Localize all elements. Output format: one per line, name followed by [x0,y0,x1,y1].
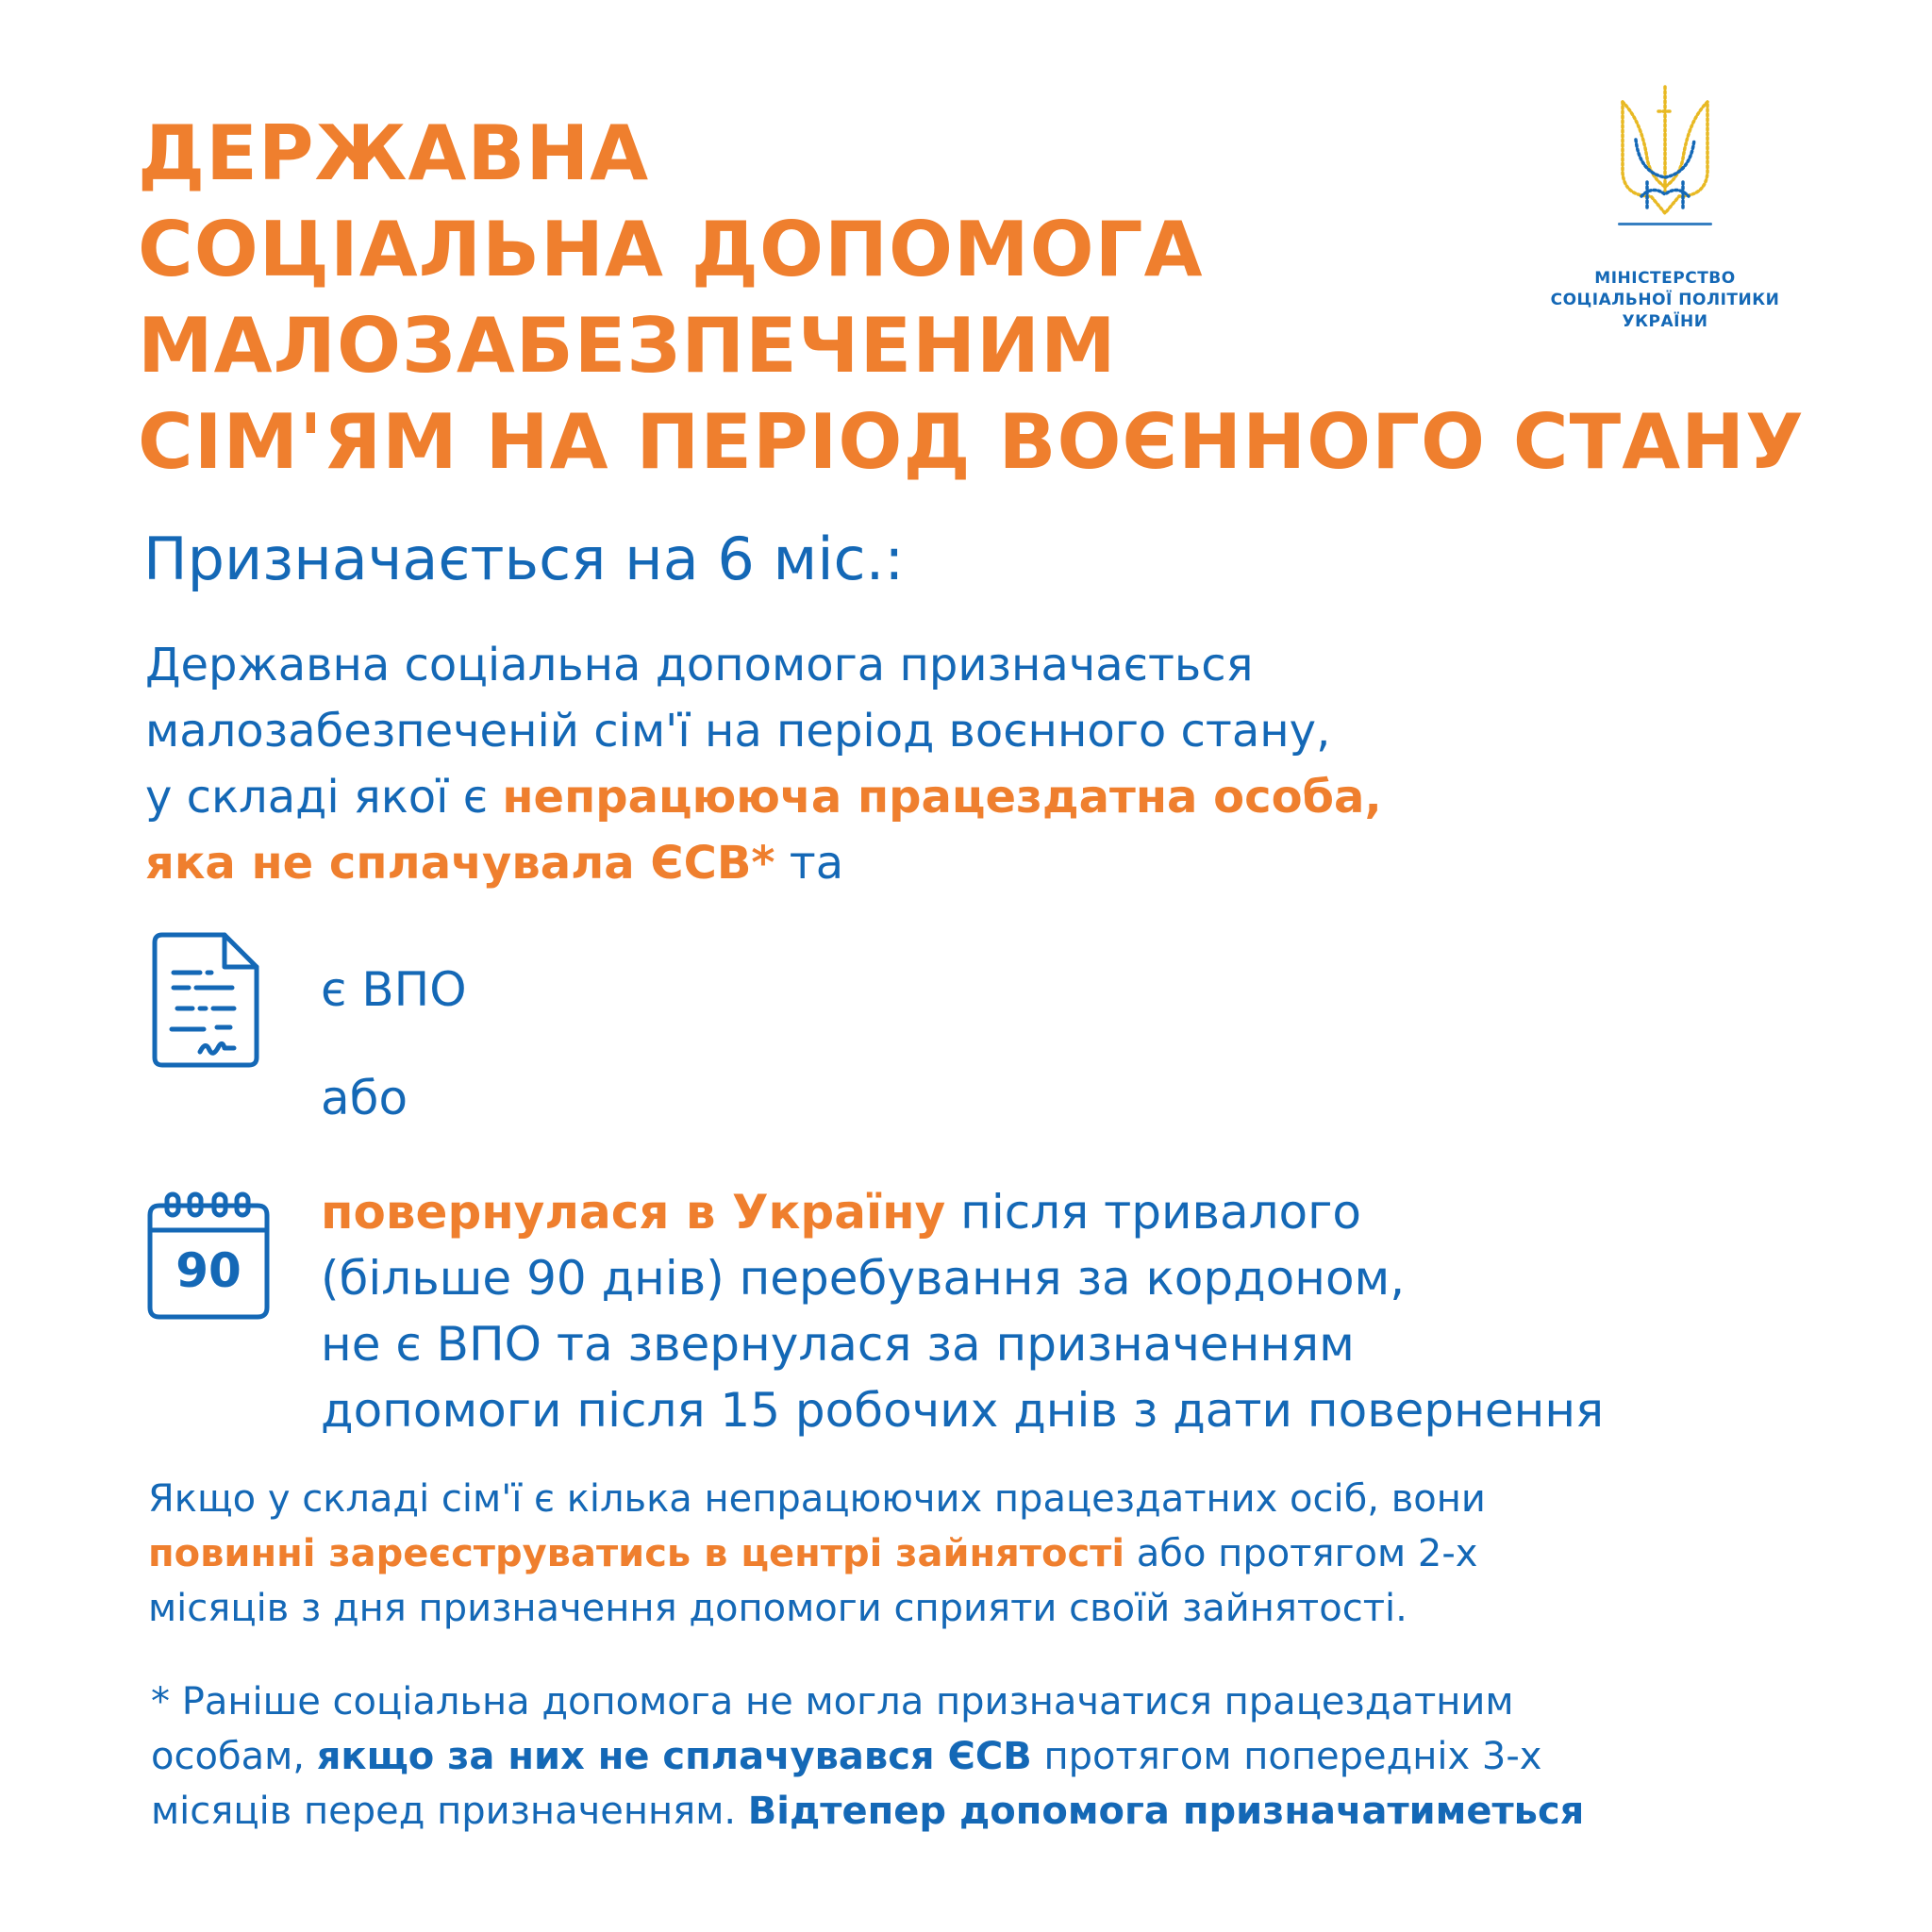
title-line: МАЛОЗАБЕЗПЕЧЕНИМ [138,302,1117,390]
intro-line: у складі якої є непрацююча працездатна особа, [145,771,1382,824]
returned-line: не є ВПО та звернулася за призначенням [321,1317,1355,1372]
calendar-number: 90 [175,1243,242,1298]
ministry-name [1547,268,1783,333]
document-icon [151,929,262,1071]
footnote [151,1674,1584,1839]
footnote-line: місяців перед призначенням. Відтепер допомога призначатиметься [151,1790,1585,1833]
highlight-returned: повернулася в Україну [321,1185,946,1240]
highlight-register: повинні зареєструватись в центрі зайнятості [148,1532,1125,1575]
highlight-no-esv: яка не сплачувала ЄСВ* [145,837,775,890]
ministry-logo [1547,83,1783,333]
footnote-bold: Відтепер допомога призначатиметься [747,1790,1585,1833]
intro-paragraph [145,632,1382,896]
or-text: або [321,1071,408,1125]
condition-returned [321,1179,1604,1443]
ministry-name-line: СОЦІАЛЬНОЇ ПОЛІТИКИ [1550,291,1780,309]
intro-line: яка не сплачувала ЄСВ* та [145,837,844,890]
family-note [148,1472,1486,1636]
calendar-icon [146,1191,271,1321]
returned-line: повернулася в Україну після тривалого [321,1185,1362,1240]
returned-line: (більше 90 днів) перебування за кордоном, [321,1251,1406,1306]
ministry-name-line: УКРАЇНИ [1622,312,1708,331]
footnote-line: * Раніше соціальна допомога не могла призначатися працездатним [151,1680,1514,1724]
duration-subtitle: Призначається на 6 міс.: [143,525,905,593]
title-line: СІМ'ЯМ НА ПЕРІОД ВОЄННОГО СТАНУ [138,398,1805,486]
footnote-line: особам, якщо за них не сплачувався ЄСВ протягом попередніх 3-х [151,1735,1542,1778]
title-line: СОЦІАЛЬНА ДОПОМОГА [138,206,1204,293]
family-line: місяців з дня призначення допомоги сприяти своїй зайнятості. [148,1587,1407,1630]
title-line: ДЕРЖАВНА [138,109,650,197]
returned-line: допомоги після 15 робочих днів з дати повернення [321,1383,1605,1438]
highlight-unemployed: непрацююча працездатна особа, [502,771,1382,824]
intro-line: Державна соціальна допомога призначається [145,639,1254,691]
footnote-bold: якщо за них не сплачувався ЄСВ [316,1735,1032,1778]
intro-line: малозабезпеченій сім'ї на період воєнного стану, [145,705,1331,758]
family-line: Якщо у складі сім'ї є кілька непрацюючих працездатних осіб, вони [148,1477,1486,1521]
trident-icon [1613,83,1717,234]
ministry-name-line: МІНІСТЕРСТВО [1594,269,1736,288]
family-line: повинні зареєструватись в центрі зайнятості або протягом 2-х [148,1532,1478,1575]
condition-vpo: є ВПО [321,962,467,1017]
